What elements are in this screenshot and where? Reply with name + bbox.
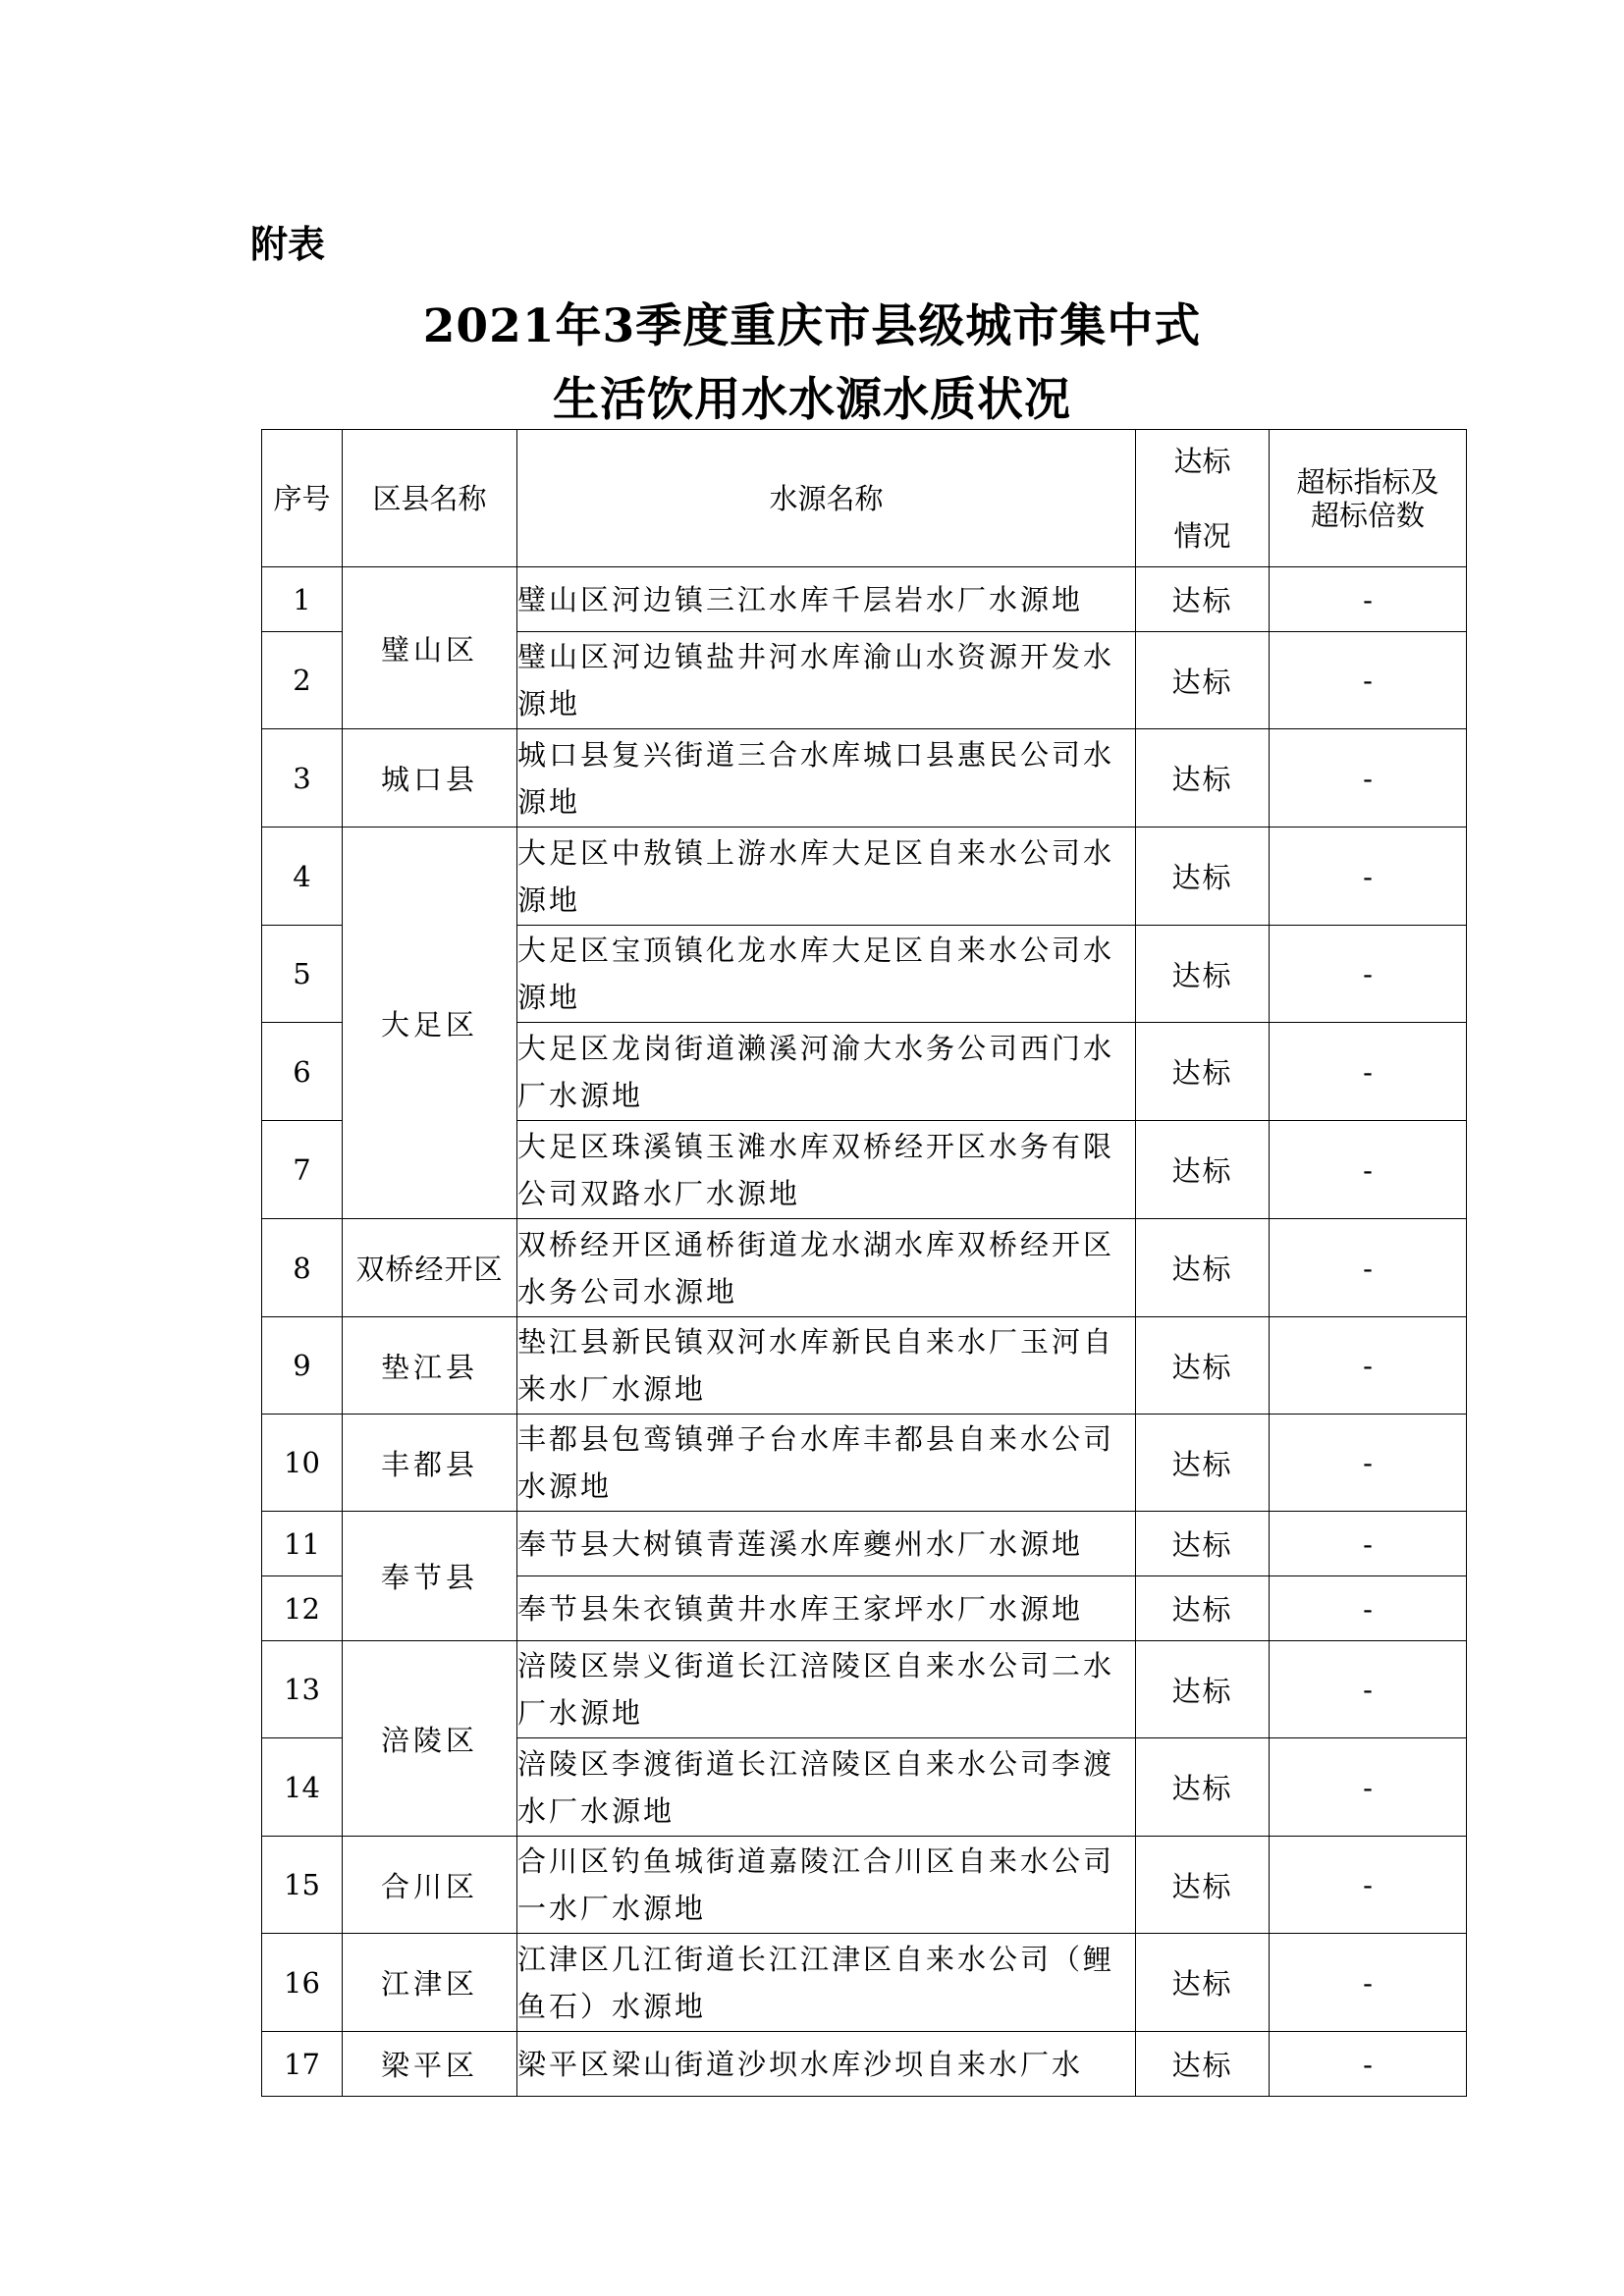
row-exceed: - <box>1270 1219 1467 1317</box>
row-source: 合川区钓鱼城街道嘉陵江合川区自来水公司一水厂水源地 <box>517 1837 1136 1934</box>
table-row <box>262 1317 1467 1415</box>
row-status: 达标 <box>1136 828 1270 926</box>
row-exceed: - <box>1270 1512 1467 1576</box>
header-exceed-line1: 超标指标及 <box>1296 464 1439 499</box>
row-exceed: - <box>1270 1738 1467 1837</box>
row-source: 大足区宝顶镇化龙水库大足区自来水公司水源地 <box>517 926 1136 1023</box>
row-index: 8 <box>262 1219 343 1317</box>
row-exceed: - <box>1270 1121 1467 1219</box>
row-exceed: - <box>1270 926 1467 1023</box>
row-exceed: - <box>1270 1576 1467 1641</box>
table-row <box>262 1512 1467 1576</box>
row-status: 达标 <box>1136 2032 1270 2097</box>
row-district: 涪陵区 <box>343 1641 517 1837</box>
row-source: 涪陵区崇义街道长江涪陵区自来水公司二水厂水源地 <box>517 1641 1136 1738</box>
row-status: 达标 <box>1136 729 1270 828</box>
header-exceed-line2: 超标倍数 <box>1310 498 1425 532</box>
row-index: 11 <box>262 1512 343 1576</box>
row-source: 奉节县朱衣镇黄井水库王家坪水厂水源地 <box>517 1576 1136 1641</box>
row-status: 达标 <box>1136 1641 1270 1738</box>
row-index: 2 <box>262 632 343 729</box>
row-district: 江津区 <box>343 1934 517 2032</box>
row-source: 梁平区梁山街道沙坝水库沙坝自来水厂水 <box>517 2032 1136 2097</box>
table-row <box>262 1219 1467 1317</box>
row-status: 达标 <box>1136 1576 1270 1641</box>
row-index: 4 <box>262 828 343 926</box>
row-exceed: - <box>1270 828 1467 926</box>
row-district: 梁平区 <box>343 2032 517 2097</box>
row-source: 奉节县大树镇青莲溪水库夔州水厂水源地 <box>517 1512 1136 1576</box>
table-row <box>262 1837 1467 1934</box>
row-source: 江津区几江街道长江江津区自来水公司（鲤鱼石）水源地 <box>517 1934 1136 2032</box>
row-source: 璧山区河边镇三江水库千层岩水厂水源地 <box>517 567 1136 632</box>
table-row <box>262 729 1467 828</box>
row-district: 丰都县 <box>343 1415 517 1512</box>
water-quality-table <box>261 429 1467 2097</box>
row-exceed: - <box>1270 1837 1467 1934</box>
table-row <box>262 1415 1467 1512</box>
row-source: 丰都县包鸾镇弹子台水库丰都县自来水公司水源地 <box>517 1415 1136 1512</box>
header-status-bottom: 情况 <box>1173 518 1231 553</box>
row-exceed: - <box>1270 567 1467 632</box>
row-district: 合川区 <box>343 1837 517 1934</box>
header-status-top: 达标 <box>1173 444 1231 478</box>
row-index: 10 <box>262 1415 343 1512</box>
row-source: 大足区珠溪镇玉滩水库双桥经开区水务有限公司双路水厂水源地 <box>517 1121 1136 1219</box>
row-district: 璧山区 <box>343 567 517 729</box>
row-index: 9 <box>262 1317 343 1415</box>
table-row <box>262 2032 1467 2097</box>
row-status: 达标 <box>1136 1023 1270 1121</box>
table-row <box>262 1641 1467 1738</box>
row-status: 达标 <box>1136 632 1270 729</box>
header-exceed <box>1270 430 1467 567</box>
row-exceed: - <box>1270 729 1467 828</box>
row-status: 达标 <box>1136 1219 1270 1317</box>
page-title-line1: 2021年3季度重庆市县级城市集中式 <box>422 299 1202 353</box>
row-exceed: - <box>1270 1934 1467 2032</box>
row-index: 7 <box>262 1121 343 1219</box>
row-exceed: - <box>1270 1415 1467 1512</box>
page-title-line2: 生活饮用水水源水质状况 <box>553 373 1071 427</box>
row-exceed: - <box>1270 1317 1467 1415</box>
row-status: 达标 <box>1136 1317 1270 1415</box>
row-index: 14 <box>262 1738 343 1837</box>
row-status: 达标 <box>1136 1415 1270 1512</box>
row-exceed: - <box>1270 2032 1467 2097</box>
row-index: 1 <box>262 567 343 632</box>
row-status: 达标 <box>1136 926 1270 1023</box>
header-index: 序号 <box>262 430 343 567</box>
row-district: 双桥经开区 <box>343 1219 517 1317</box>
row-source: 涪陵区李渡街道长江涪陵区自来水公司李渡水厂水源地 <box>517 1738 1136 1837</box>
row-district: 大足区 <box>343 828 517 1219</box>
row-source: 大足区中敖镇上游水库大足区自来水公司水源地 <box>517 828 1136 926</box>
row-source: 垫江县新民镇双河水库新民自来水厂玉河自来水厂水源地 <box>517 1317 1136 1415</box>
row-status: 达标 <box>1136 567 1270 632</box>
table-row <box>262 1934 1467 2032</box>
row-source: 璧山区河边镇盐井河水库渝山水资源开发水源地 <box>517 632 1136 729</box>
header-district: 区县名称 <box>343 430 517 567</box>
row-index: 13 <box>262 1641 343 1738</box>
row-index: 17 <box>262 2032 343 2097</box>
row-source: 城口县复兴街道三合水库城口县惠民公司水源地 <box>517 729 1136 828</box>
row-district: 垫江县 <box>343 1317 517 1415</box>
row-index: 16 <box>262 1934 343 2032</box>
row-status: 达标 <box>1136 1512 1270 1576</box>
table-row <box>262 567 1467 632</box>
row-index: 15 <box>262 1837 343 1934</box>
table-header-row <box>262 430 1467 567</box>
header-source: 水源名称 <box>517 430 1136 567</box>
row-district: 奉节县 <box>343 1512 517 1641</box>
row-index: 3 <box>262 729 343 828</box>
appendix-label: 附表 <box>250 223 326 266</box>
table-row <box>262 828 1467 926</box>
row-index: 12 <box>262 1576 343 1641</box>
row-source: 大足区龙岗街道濑溪河渝大水务公司西门水厂水源地 <box>517 1023 1136 1121</box>
row-source: 双桥经开区通桥街道龙水湖水库双桥经开区水务公司水源地 <box>517 1219 1136 1317</box>
row-status: 达标 <box>1136 1934 1270 2032</box>
row-exceed: - <box>1270 1641 1467 1738</box>
row-exceed: - <box>1270 1023 1467 1121</box>
header-status <box>1136 430 1270 567</box>
row-status: 达标 <box>1136 1738 1270 1837</box>
row-status: 达标 <box>1136 1837 1270 1934</box>
row-index: 6 <box>262 1023 343 1121</box>
row-status: 达标 <box>1136 1121 1270 1219</box>
row-district: 城口县 <box>343 729 517 828</box>
row-exceed: - <box>1270 632 1467 729</box>
row-index: 5 <box>262 926 343 1023</box>
